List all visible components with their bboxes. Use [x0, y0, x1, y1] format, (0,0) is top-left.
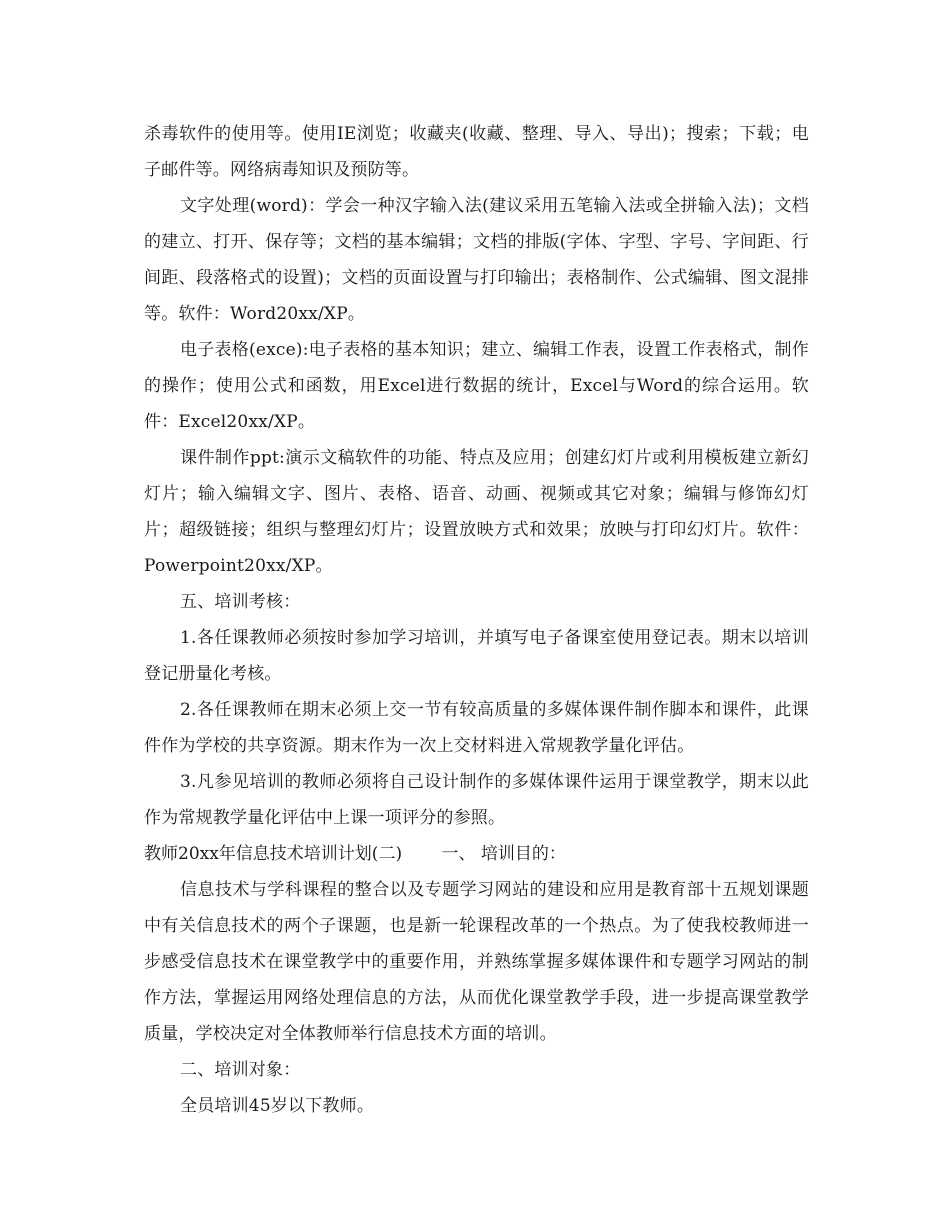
paragraph-word-processing: 文字处理(word)：学会一种汉字输入法(建议采用五笔输入法或全拼输入法)；文档的建立、打开、保存等；文档的基本编辑；文档的排版(字体、字型、字号、字间距、行间距、段落格式的设置)；文档的页面设置与打印输出；表格制作、公式编辑、图文混排等。软件：Word20xx/XP。	[144, 196, 809, 324]
assessment-item-1: 1.各任课教师必须按时参加学习培训，并填写电子备课室使用登记表。期末以培训登记册量化考核。	[144, 628, 809, 684]
paragraph-courseware-ppt: 课件制作ppt:演示文稿软件的功能、特点及应用；创建幻灯片或利用模板建立新幻灯片；输入编辑文字、图片、表格、语音、动画、视频或其它对象；编辑与修饰幻灯片；超级链接；组织与整理幻灯片；设置放映方式和效果；放映与打印幻灯片。软件：Powerpoint20xx/XP。	[144, 448, 809, 576]
section-heading-assessment: 五、培训考核：	[180, 592, 301, 612]
assessment-item-2: 2.各任课教师在期末必须上交一节有较高质量的多媒体课件制作脚本和课件，此课件作为学校的共享资源。期末作为一次上交材料进入常规教学量化评估。	[144, 700, 809, 756]
paragraph-training-purpose: 信息技术与学科课程的整合以及专题学习网站的建设和应用是教育部十五规划课题中有关信息技术的两个子课题，也是新一轮课程改革的一个热点。为了使我校教师进一步感受信息技术在课堂教学中的重要作用，并熟练掌握多媒体课件和专题学习网站的制作方法，掌握运用网络处理信息的方法，从而优化课堂教学手段，进一步提高课堂教学质量，学校决定对全体教师举行信息技术方面的培训。	[144, 880, 809, 1044]
plan-two-title: 教师20xx年信息技术培训计划(二) 一、 培训目的：	[144, 844, 566, 864]
paragraph-training-target: 全员培训45岁以下教师。	[180, 1096, 375, 1116]
document-body	[144, 116, 809, 1124]
section-heading-training-target: 二、培训对象：	[180, 1060, 301, 1080]
paragraph-antivirus-internet: 杀毒软件的使用等。使用IE浏览；收藏夹(收藏、整理、导入、导出)；搜索；下载；电子邮件等。网络病毒知识及预防等。	[144, 124, 809, 180]
assessment-item-3: 3.凡参见培训的教师必须将自己设计制作的多媒体课件运用于课堂教学，期末以此作为常规教学量化评估中上课一项评分的参照。	[144, 772, 809, 828]
paragraph-spreadsheet: 电子表格(exce):电子表格的基本知识；建立、编辑工作表，设置工作表格式，制作的操作；使用公式和函数，用Excel进行数据的统计，Excel与Word的综合运用。软件：Excel20xx/XP。	[144, 340, 809, 432]
